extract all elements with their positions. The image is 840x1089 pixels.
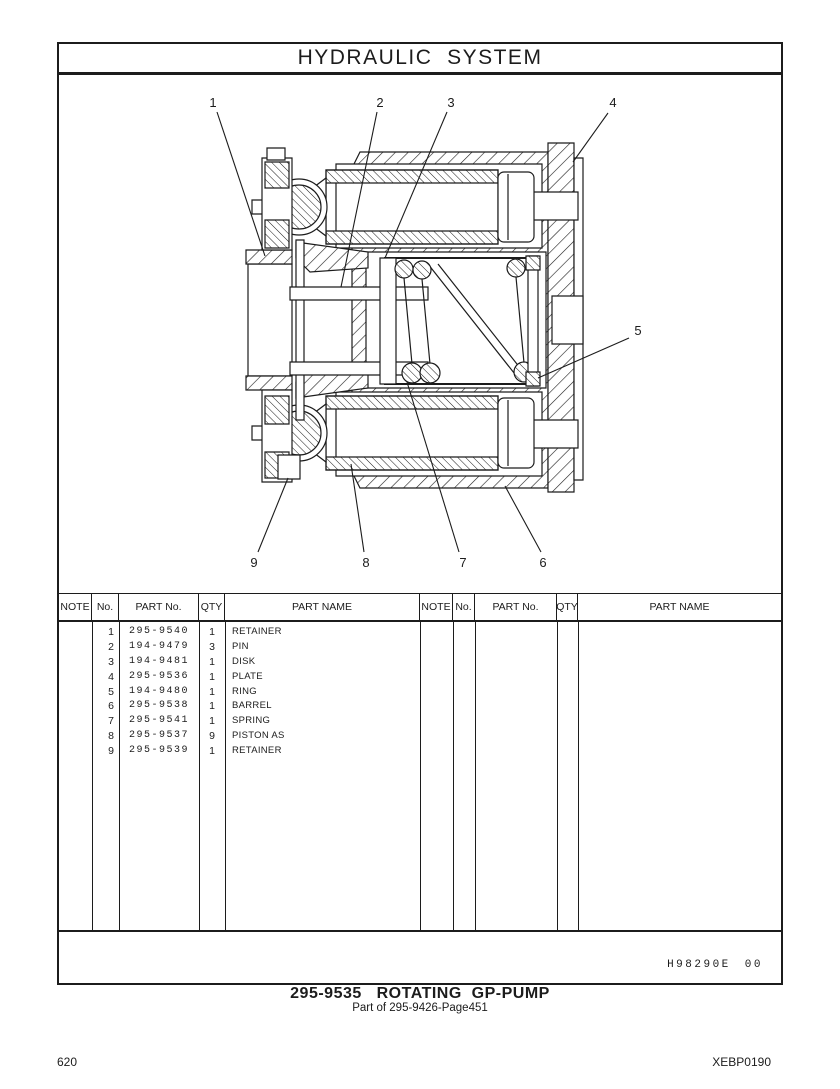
row-no: 7 bbox=[108, 715, 114, 728]
doc-code: XEBP0190 bbox=[712, 1055, 771, 1069]
row-no: 2 bbox=[108, 640, 114, 653]
table-row bbox=[59, 625, 781, 640]
drawing-code-band bbox=[59, 930, 781, 983]
row-no: 6 bbox=[108, 700, 114, 713]
callout-1-label: 1 bbox=[209, 95, 217, 110]
page-number: 620 bbox=[57, 1055, 78, 1069]
row-part-name: BARREL bbox=[232, 700, 272, 712]
row-part-no: 295-9536 bbox=[128, 670, 189, 682]
row-no: 3 bbox=[108, 655, 114, 668]
row-qty: 9 bbox=[209, 730, 215, 743]
header-qty: QTY bbox=[199, 594, 225, 620]
row-part-name: PIN bbox=[232, 640, 249, 652]
spring-cup bbox=[380, 258, 396, 384]
callout-3-label: 3 bbox=[447, 95, 455, 110]
table-row bbox=[59, 699, 781, 714]
table-row bbox=[59, 685, 781, 700]
parts-rows bbox=[59, 625, 781, 759]
ring-top bbox=[526, 256, 540, 270]
row-part-no: 194-9480 bbox=[128, 685, 189, 697]
pump-cross-section-diagram bbox=[59, 75, 781, 593]
callout-8-label: 8 bbox=[362, 555, 370, 570]
table-row bbox=[59, 640, 781, 655]
callout-5-label: 5 bbox=[634, 323, 642, 338]
pin-top bbox=[290, 287, 428, 300]
header-qty-2: QTY bbox=[557, 594, 578, 620]
drawing-code: H98290E bbox=[667, 959, 731, 971]
title-bar bbox=[59, 44, 781, 75]
row-qty: 1 bbox=[209, 670, 215, 683]
header-no: No. bbox=[92, 594, 119, 620]
pump-body bbox=[246, 143, 583, 492]
header-part-name-2: PART NAME bbox=[649, 601, 710, 613]
row-qty: 1 bbox=[209, 700, 215, 713]
piston-nose-bottom bbox=[498, 398, 534, 468]
row-part-name: PLATE bbox=[232, 670, 263, 682]
table-row bbox=[59, 744, 781, 759]
header-note: NOTE bbox=[59, 594, 92, 620]
parts-table-header bbox=[59, 593, 781, 622]
row-part-name: RING bbox=[232, 685, 257, 697]
row-qty: 1 bbox=[209, 685, 215, 698]
row-part-name: RETAINER bbox=[232, 626, 282, 637]
spring-coil bbox=[395, 260, 413, 278]
parts-table-body bbox=[59, 622, 781, 930]
row-no: 9 bbox=[108, 745, 114, 758]
row-qty: 3 bbox=[209, 640, 215, 653]
table-row bbox=[59, 714, 781, 729]
row-part-no: 295-9539 bbox=[128, 745, 189, 757]
row-part-name: DISK bbox=[232, 655, 256, 667]
row-no: 4 bbox=[108, 670, 114, 683]
callout-9-label: 9 bbox=[250, 555, 258, 570]
ring-bottom bbox=[526, 372, 540, 386]
row-part-no: 295-9541 bbox=[128, 715, 189, 727]
row-qty: 1 bbox=[209, 715, 215, 728]
header-no-2: No. bbox=[453, 594, 475, 620]
page-frame bbox=[57, 42, 783, 985]
callout-6-label: 6 bbox=[539, 555, 547, 570]
row-no: 8 bbox=[108, 730, 114, 743]
row-part-name: RETAINER bbox=[232, 745, 282, 757]
drawing-revision: 00 bbox=[744, 959, 763, 971]
row-no: 1 bbox=[108, 626, 114, 638]
row-qty: 1 bbox=[209, 655, 215, 668]
header-part-no-2: PART No. bbox=[475, 594, 557, 620]
header-note-2: NOTE bbox=[420, 594, 453, 620]
row-no: 5 bbox=[108, 685, 114, 698]
retainer-hub bbox=[248, 264, 292, 376]
row-part-no: 194-9479 bbox=[128, 640, 189, 652]
row-part-no: 194-9481 bbox=[128, 655, 189, 667]
page-title: HYDRAULIC SYSTEM bbox=[297, 46, 543, 69]
row-qty: 1 bbox=[209, 626, 215, 638]
plate-section bbox=[296, 240, 304, 420]
table-row bbox=[59, 670, 781, 685]
header-part-name: PART NAME bbox=[225, 594, 420, 620]
row-part-no: 295-9540 bbox=[128, 626, 189, 637]
callout-2-label: 2 bbox=[376, 95, 384, 110]
row-part-no: 295-9538 bbox=[128, 700, 189, 712]
callout-7-label: 7 bbox=[459, 555, 467, 570]
pump-subtitle-note: Part of 295-9426-Page451 bbox=[352, 1002, 488, 1014]
pump-subtitle: 295-9535 ROTATING GP-PUMP bbox=[290, 985, 550, 1002]
table-row bbox=[59, 655, 781, 670]
table-row bbox=[59, 729, 781, 744]
piston-sleeve-top bbox=[326, 170, 498, 183]
header-part-no: PART No. bbox=[119, 594, 199, 620]
row-qty: 1 bbox=[209, 745, 215, 758]
piston-nose-top bbox=[498, 172, 534, 242]
row-part-name: PISTON AS bbox=[232, 730, 285, 742]
retainer-tab bbox=[278, 455, 300, 479]
callout-4-label: 4 bbox=[609, 95, 617, 110]
row-part-no: 295-9537 bbox=[128, 730, 189, 742]
disk-section bbox=[528, 256, 538, 386]
row-part-name: SPRING bbox=[232, 715, 271, 727]
